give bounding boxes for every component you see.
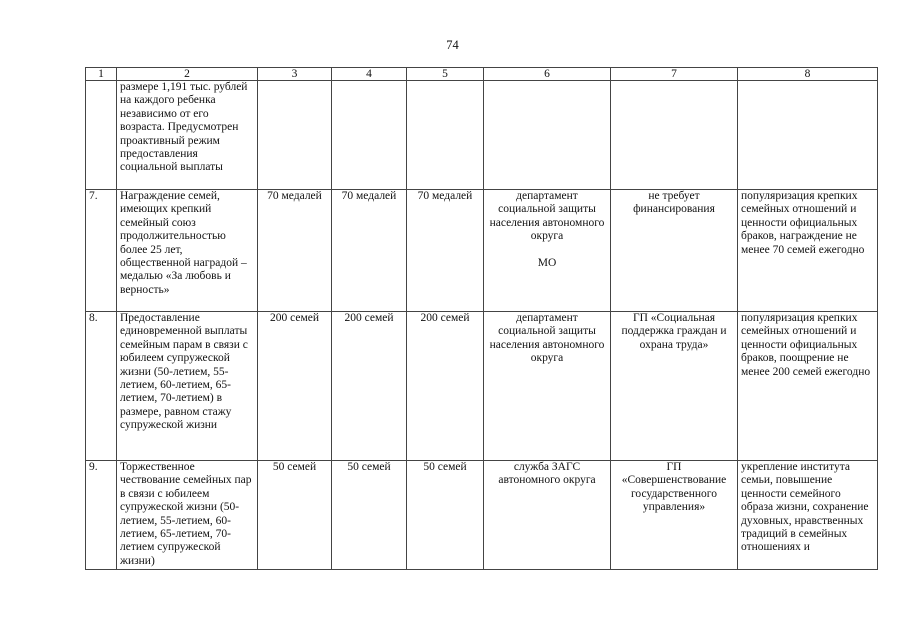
cell-description: Предоставление единовременной выплаты семейным парам в связи с юбилеем супружеской жизни (50-летием, 55-летием, 60-летием, 65-летием, 70-летием) в размере, равном стажу супружеской жизни [117, 312, 258, 461]
cell-empty [611, 81, 738, 190]
table-row-continuation [86, 81, 878, 190]
page-number: 74 [446, 38, 459, 52]
column-header: 5 [407, 68, 484, 81]
cell-col4: 200 семей [332, 312, 407, 461]
column-header: 3 [258, 68, 332, 81]
cell-col3: 70 медалей [258, 190, 332, 312]
column-header: 2 [117, 68, 258, 81]
cell-num [86, 81, 117, 190]
cell-empty [258, 81, 332, 190]
cell-executor: служба ЗАГС автономного округа [484, 461, 611, 570]
cell-empty [332, 81, 407, 190]
executor-text: департамент социальной защиты населения автономного округа [489, 190, 605, 243]
column-header: 7 [611, 68, 738, 81]
cell-funding: не требует финансирования [611, 190, 738, 312]
measures-table [85, 67, 878, 570]
cell-col5: 70 медалей [407, 190, 484, 312]
cell-col4: 50 семей [332, 461, 407, 570]
cell-executor: департамент социальной защиты населения автономного округа [484, 312, 611, 461]
column-header: 1 [86, 68, 117, 81]
executor-extra: МО [537, 256, 557, 269]
cell-num: 9. [86, 461, 117, 570]
cell-col5: 200 семей [407, 312, 484, 461]
cell-empty [407, 81, 484, 190]
cell-funding: ГП «Социальная поддержка граждан и охрана труда» [611, 312, 738, 461]
cell-description: размере 1,191 тыс. рублей на каждого ребенка независимо от его возраста. Предусмотрен проактивный режим предоставления социальной выплаты [117, 81, 258, 190]
cell-result: укрепление института семьи, повышение ценности семейного образа жизни, сохранение духовных, нравственных традиций в семейных отношениях и [738, 461, 878, 570]
cell-col3: 200 семей [258, 312, 332, 461]
cell-col4: 70 медалей [332, 190, 407, 312]
table-row [86, 461, 878, 570]
cell-result: популяризация крепких семейных отношений и ценности официальных браков, поощрение не менее 200 семей ежегодно [738, 312, 878, 461]
cell-col3: 50 семей [258, 461, 332, 570]
cell-result: популяризация крепких семейных отношений и ценности официальных браков, награждение не менее 70 семей ежегодно [738, 190, 878, 312]
cell-empty [484, 81, 611, 190]
cell-col5: 50 семей [407, 461, 484, 570]
table-header-row [86, 68, 878, 81]
column-header: 4 [332, 68, 407, 81]
table-row [86, 190, 878, 312]
cell-description: Торжественное чествование семейных пар в связи с юбилеем супружеской жизни (50-летием, 55-летием, 60-летием, 65-летием, 70-летием супружеской жизни) [117, 461, 258, 570]
cell-empty [738, 81, 878, 190]
cell-funding: ГП «Совершенствование государственного управления» [611, 461, 738, 570]
column-header: 8 [738, 68, 878, 81]
column-header: 6 [484, 68, 611, 81]
cell-executor [484, 190, 611, 312]
cell-description: Награждение семей, имеющих крепкий семейный союз продолжительностью более 25 лет, общественной наградой – медалью «За любовь и верность» [117, 190, 258, 312]
cell-num: 8. [86, 312, 117, 461]
cell-num: 7. [86, 190, 117, 312]
table-row [86, 312, 878, 461]
